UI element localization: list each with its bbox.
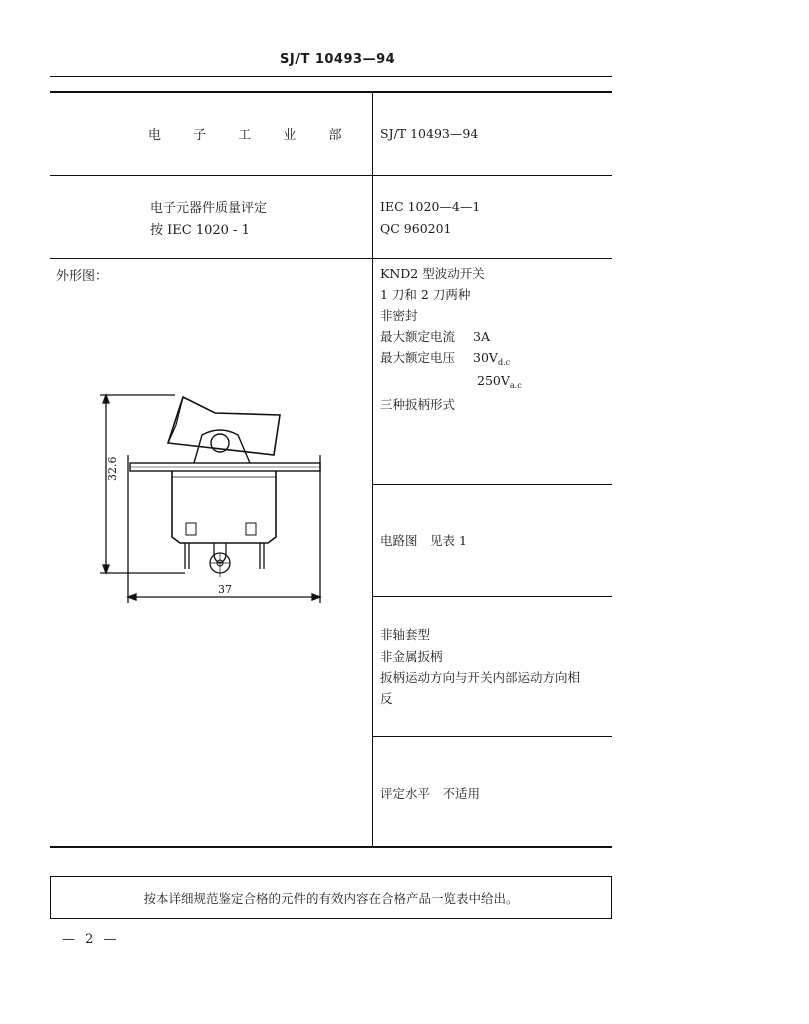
ministry-name: 电 子 工 业 部 bbox=[148, 128, 356, 143]
row2-divider bbox=[50, 258, 612, 259]
width-dimension-label: 37 bbox=[218, 583, 232, 596]
max-voltage bbox=[380, 348, 510, 374]
switch-outline-drawing bbox=[90, 385, 340, 610]
voltage-dc-subscript: d.c bbox=[497, 358, 511, 367]
switch-poles: 1 刀和 2 刀两种 bbox=[380, 287, 471, 302]
bushing-type: 非轴套型 bbox=[380, 627, 431, 642]
handle-forms: 三种扳柄形式 bbox=[380, 397, 456, 412]
row4-divider bbox=[372, 596, 612, 597]
seal-type: 非密封 bbox=[380, 308, 418, 323]
circuit-diagram-ref: 电路图 见表 1 bbox=[380, 533, 467, 548]
current-value: 3A bbox=[473, 329, 490, 344]
header-rule bbox=[50, 76, 612, 77]
handle-direction: 扳柄运动方向与开关内部运动方向相 bbox=[380, 670, 581, 685]
standard-code-header: SJ/T 10493—94 bbox=[280, 52, 396, 67]
current-label: 最大额定电流 bbox=[380, 329, 456, 344]
table-column-divider bbox=[372, 91, 373, 847]
handle-material: 非金属扳柄 bbox=[380, 649, 443, 664]
quality-assessment-title: 电子元器件质量评定 bbox=[150, 201, 268, 216]
voltage-ac-subscript: a.c bbox=[509, 381, 522, 390]
qualified-products-note bbox=[50, 876, 612, 919]
switch-type: KND2 型波动开关 bbox=[380, 266, 485, 281]
standard-code-cell: SJ/T 10493—94 bbox=[380, 126, 479, 141]
row3-divider bbox=[372, 484, 612, 485]
outline-drawing-label: 外形图： bbox=[56, 269, 109, 284]
height-dimension-label: 32.6 bbox=[106, 456, 119, 481]
page-number: — 2 — bbox=[62, 932, 120, 947]
table-top-border bbox=[50, 91, 612, 93]
max-voltage-ac bbox=[477, 371, 522, 397]
assessment-level: 评定水平 不适用 bbox=[380, 786, 481, 801]
qc-code: QC 960201 bbox=[380, 221, 452, 236]
iec-code: IEC 1020—4—1 bbox=[380, 199, 481, 214]
row5-divider bbox=[372, 736, 612, 737]
iec-reference-left: 按 IEC 1020 - 1 bbox=[150, 223, 250, 238]
qualified-products-note-text: 按本详细规范鉴定合格的元件的有效内容在合格产品一览表中给出。 bbox=[143, 890, 519, 906]
handle-direction-cont: 反 bbox=[380, 691, 393, 706]
max-current bbox=[380, 327, 490, 348]
voltage-dc-value: 30V bbox=[473, 350, 498, 365]
voltage-label: 最大额定电压 bbox=[380, 350, 456, 365]
row1-divider bbox=[50, 175, 612, 176]
table-bottom-border bbox=[50, 846, 612, 848]
voltage-ac-value: 250V bbox=[477, 373, 510, 388]
